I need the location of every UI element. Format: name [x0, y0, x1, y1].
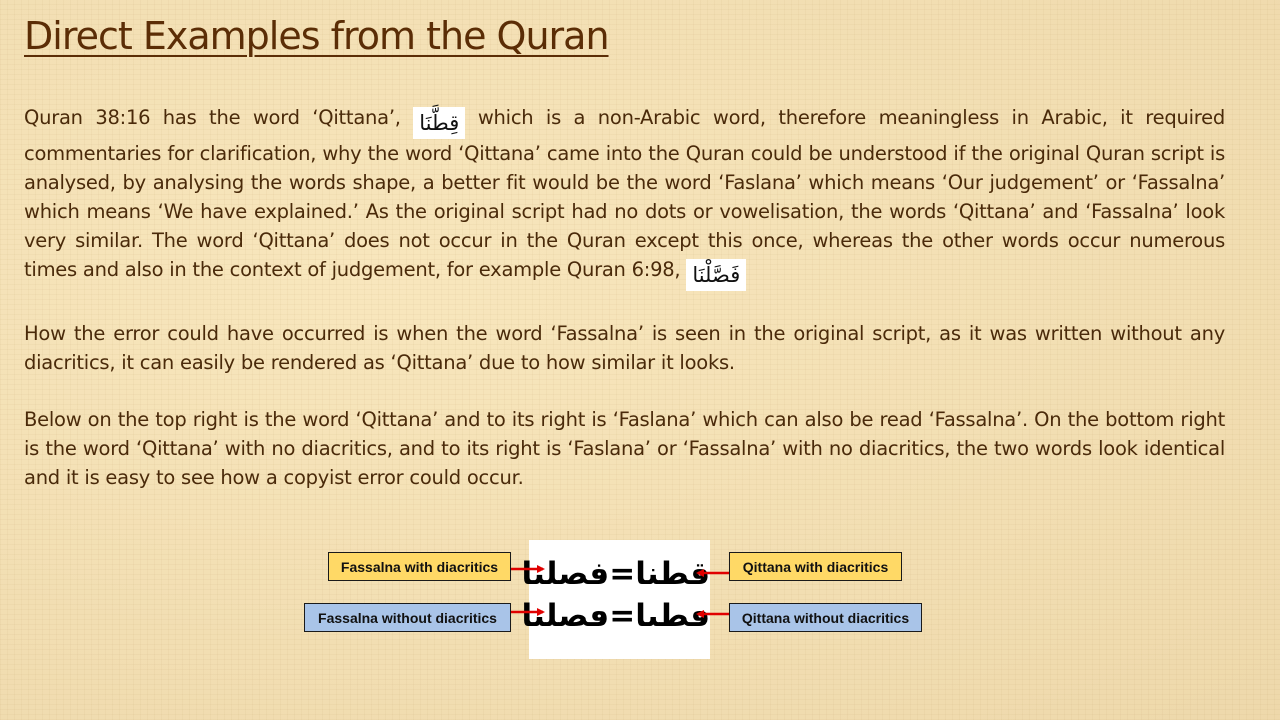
- arabic-without-diacritics: ٯطٮا=ٯصلٮا: [521, 598, 710, 634]
- paragraph-2: How the error could have occurred is when the word ‘Fassalna’ is seen in the original script, as it was written without any diacritics, it can easily be rendered as ‘Qittana’ due to how similar it looks.: [24, 322, 1225, 374]
- slide-title: Direct Examples from the Quran: [24, 14, 609, 58]
- arabic-comparison-image: [521, 540, 710, 659]
- label-qittana-with-diacritics: Qittana with diacritics: [729, 552, 902, 581]
- slide-body: [24, 103, 1225, 520]
- paragraph-1: [24, 103, 1225, 291]
- paragraph-1-text-a: Quran 38:16 has the word ‘Qittana’,: [24, 106, 401, 129]
- arabic-word-qittana: قِطَّنَا: [413, 107, 465, 139]
- arabic-word-fassalna: فَصَّلْنَا: [686, 259, 746, 291]
- label-fassalna-without-diacritics: Fassalna without diacritics: [304, 603, 511, 632]
- label-fassalna-with-diacritics: Fassalna with diacritics: [328, 552, 511, 581]
- label-qittana-without-diacritics: Qittana without diacritics: [729, 603, 922, 632]
- paragraph-3: Below on the top right is the word ‘Qittana’ and to its right is ‘Faslana’ which can also be read ‘Fassalna’. On the bottom right is the word ‘Qittana’ with no diacritics, and to its right is ‘Faslana’ or ‘Fassalna’ with no diacritics, the two words look identical and it is easy to see how a copyist error could occur.: [24, 408, 1225, 489]
- arabic-with-diacritics: قطنا=فصلنا: [521, 556, 710, 592]
- paragraph-1-text-b: which is a non-Arabic word, therefore meaningless in Arabic, it required commentaries for clarification, why the word ‘Qittana’ came into the Quran could be understood if the original Quran script is analysed, by analysing the words shape, a better fit would be the word ‘Faslana’ which means ‘Our judgement’ or ‘Fassalna’ which means ‘We have explained.’ As the original script had no dots or vowelisation, the words ‘Qittana’ and ‘Fassalna’ look very similar. The word ‘Qittana’ does not occur in the Quran except this once, whereas the other words occur numerous times and also in the context of judgement, for example Quran 6:98,: [24, 106, 1225, 281]
